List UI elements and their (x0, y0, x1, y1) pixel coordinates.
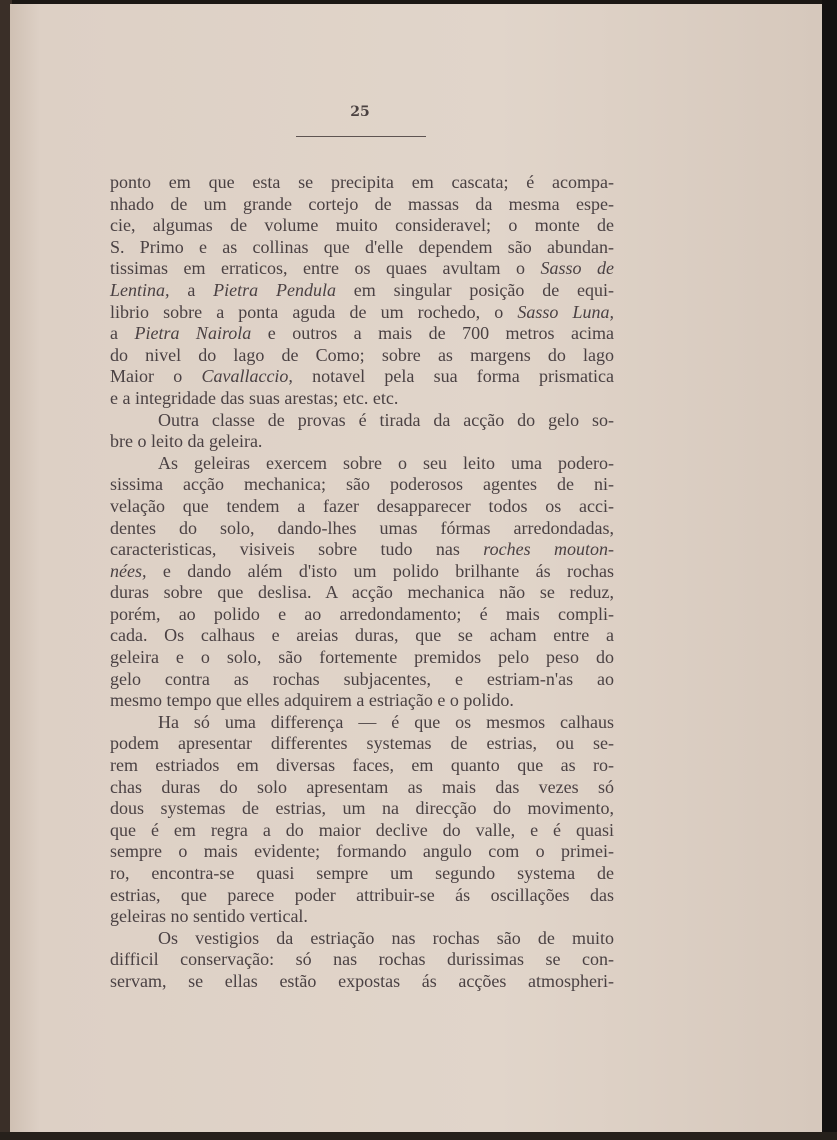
text-line (110, 431, 614, 453)
text-line (110, 539, 614, 561)
text-run: cie, algumas de volume muito consideravel; o monte de (110, 215, 614, 236)
text-run: cada. Os calhaus e areias duras, que se acham entre a (110, 625, 614, 646)
page-edge-shadow (822, 0, 837, 1140)
text-run: dous systemas de estrias, um na direcção do movimento, (110, 798, 614, 819)
text-run: difficil conservação: só nas rochas durissimas se con- (110, 949, 614, 970)
text-run: Ha só uma differença — é que os mesmos calhaus (158, 711, 614, 732)
italic-text: Lentina, (110, 279, 170, 300)
text-run: rem estriados em diversas faces, em quanto que as ro- (110, 755, 614, 776)
italic-text: Cavallaccio, (201, 366, 293, 387)
text-run: velação que tendem a fazer desapparecer todos os acci- (110, 495, 614, 516)
text-run: porém, ao polido e ao arredondamento; é mais compli- (110, 603, 614, 624)
text-line (110, 582, 614, 604)
text-line (110, 496, 614, 518)
italic-text: nées, (110, 560, 147, 581)
text-line (110, 625, 614, 647)
text-run: a (110, 323, 135, 344)
text-line (110, 453, 614, 475)
text-line (110, 345, 614, 367)
text-line (110, 172, 614, 194)
text-run: notavel pela sua forma prismatica (292, 366, 614, 387)
text-run: a (169, 279, 214, 300)
text-run: nhado de um grande cortejo de massas da mesma espe- (110, 193, 614, 214)
text-line (110, 669, 614, 691)
text-run: caracteristicas, visiveis sobre tudo nas (110, 539, 484, 560)
italic-text: Sasso de (540, 258, 615, 279)
text-line (110, 302, 614, 324)
text-run: e a integridade das suas arestas; etc. etc. (110, 387, 399, 408)
text-run: sissima acção mechanica; são poderosos agentes de ni- (110, 474, 614, 495)
text-line (110, 798, 614, 820)
italic-text: Sasso Luna, (517, 301, 615, 322)
text-line (110, 258, 614, 280)
text-run: S. Primo e as collinas que d'elle dependem são abundan- (110, 236, 614, 257)
text-line (110, 366, 614, 388)
text-line (110, 712, 614, 734)
text-run: Maior o (110, 366, 202, 387)
text-line (110, 237, 614, 259)
text-line (110, 971, 614, 993)
text-run: dentes do solo, dando-lhes umas fórmas arredondadas, (110, 517, 614, 538)
text-line (110, 755, 614, 777)
text-run: sempre o mais evidente; formando angulo com o primei- (110, 841, 614, 862)
text-run: ro, encontra-se quasi sempre um segundo systema de (110, 863, 614, 883)
text-run: mesmo tempo que elles adquirem a estriação e o polido. (110, 690, 514, 711)
text-run: e dando além d'isto um polido brilhante ás rochas (146, 560, 614, 581)
page-number: 25 (350, 104, 370, 120)
text-run: do nivel do lago de Como; sobre as margens do lago (110, 344, 614, 365)
text-run: duras sobre que deslisa. A acção mechanica não se reduz, (110, 582, 614, 603)
text-line (110, 410, 614, 432)
text-run: chas duras do solo apresentam as mais das vezes só (110, 776, 614, 797)
text-line (110, 733, 614, 755)
text-line (110, 388, 614, 410)
italic-text: roches mouton- (483, 539, 614, 560)
text-run: librio sobre a ponta aguda de um rochedo, o (110, 301, 518, 322)
text-run: e outros a mais de 700 metros acima (251, 323, 614, 344)
text-run: gelo contra as rochas subjacentes, e estriam-n'as ao (110, 668, 614, 689)
text-run: estrias, que parece poder attribuir-se ás oscillações das (110, 884, 614, 905)
text-line (110, 820, 614, 842)
text-line (110, 841, 614, 863)
text-line (110, 863, 614, 885)
text-line (110, 474, 614, 496)
header-rule (296, 136, 426, 137)
text-line (110, 777, 614, 799)
text-run: geleira e o solo, são fortemente premidos pelo peso do (110, 647, 614, 668)
text-line (110, 215, 614, 237)
text-line (110, 194, 614, 216)
text-line (110, 647, 614, 669)
text-line (110, 690, 614, 712)
text-run: As geleiras exercem sobre o seu leito uma podero- (158, 452, 614, 473)
text-run: em singular posição de equi- (335, 279, 614, 300)
text-line (110, 280, 614, 302)
text-run: que é em regra a do maior declive do valle, e é quasi (110, 819, 614, 840)
text-run: Outra classe de provas é tirada da acção do gelo so- (158, 409, 614, 430)
text-run: ponto em que esta se precipita em cascata; é acompa- (110, 172, 614, 192)
text-line (110, 885, 614, 907)
text-run: bre o leito da geleira. (110, 431, 263, 452)
text-line (110, 323, 614, 345)
text-line (110, 949, 614, 971)
page-bottom-shadow (0, 1132, 837, 1140)
text-run: Os vestigios da estriação nas rochas são de muito (158, 927, 614, 948)
text-run: geleiras no sentido vertical. (110, 906, 308, 927)
text-line (110, 906, 614, 928)
text-run: servam, se ellas estão expostas ás acções atmospheri- (110, 970, 614, 991)
italic-text: Pietra Pendula (213, 279, 336, 300)
text-line (110, 604, 614, 626)
text-line (110, 561, 614, 583)
text-run: tissimas em erraticos, entre os quaes avultam o (110, 258, 541, 279)
body-text (110, 172, 614, 993)
text-line (110, 518, 614, 540)
text-line (110, 928, 614, 950)
text-run: podem apresentar differentes systemas de estrias, ou se- (110, 733, 614, 754)
italic-text: Pietra Nairola (134, 323, 252, 344)
